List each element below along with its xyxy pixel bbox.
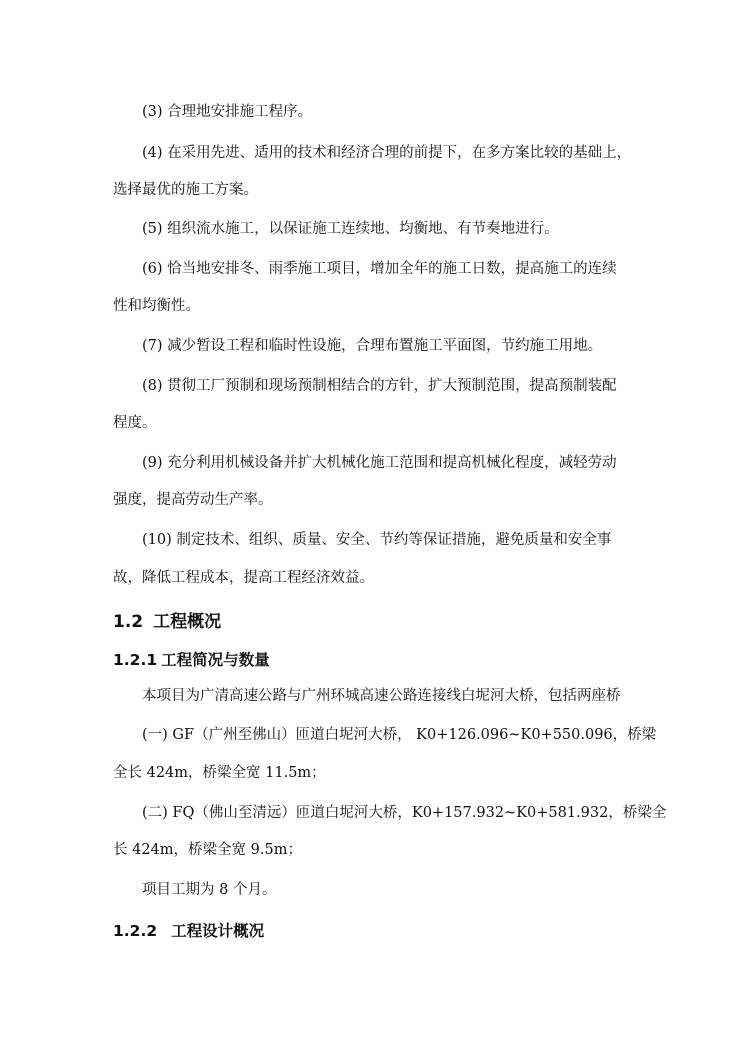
list-item-5: (5) 组织流水施工，以保证施工连续地、均衡地、有节奏地进行。 (142, 221, 559, 237)
list-item-9-line-2: 强度，提高劳动生产率。 (113, 492, 273, 508)
bridge-1-line-1: (一) GF（广州至佛山）匝道白坭河大桥， K0+126.096~K0+550.096，桥梁 (142, 727, 657, 743)
list-item-8-line-2: 程度。 (113, 415, 157, 431)
section-heading-1-2-2 (113, 919, 264, 941)
section-number: 1.2 (113, 612, 144, 632)
project-intro: 本项目为广清高速公路与广州环城高速公路连接线白坭河大桥，包括两座桥 (142, 688, 621, 704)
section-title: 工程概况 (153, 612, 222, 632)
bridge-1-line-2: 全长 424m，桥梁全宽 11.5m； (113, 765, 326, 781)
section-heading-1-2-1 (113, 648, 270, 670)
section-title: 工程简况与数量 (161, 651, 270, 669)
project-duration: 项目工期为 8 个月。 (142, 882, 277, 898)
list-item-6-line-2: 性和均衡性。 (113, 298, 200, 314)
list-item-4-line-2: 选择最优的施工方案。 (113, 182, 258, 198)
list-item-8-line-1: (8) 贯彻工厂预制和现场预制相结合的方针，扩大预制范围，提高预制装配 (142, 378, 617, 394)
list-item-9-line-1: (9) 充分利用机械设备并扩大机械化施工范围和提高机械化程度，减轻劳动 (142, 455, 617, 471)
list-item-3: (3) 合理地安排施工程序。 (142, 104, 313, 120)
list-item-6-line-1: (6) 恰当地安排冬、雨季施工项目，增加全年的施工日数，提高施工的连续 (142, 261, 617, 277)
section-number: 1.2.1 (113, 651, 158, 669)
section-number: 1.2.2 (113, 922, 158, 940)
list-item-4-line-1: (4) 在采用先进、适用的技术和经济合理的前提下，在多方案比较的基础上， (142, 145, 632, 161)
bridge-2-line-2: 长 424m，桥梁全宽 9.5m； (113, 842, 302, 858)
list-item-7: (7) 减少暂设工程和临时性设施，合理布置施工平面图，节约施工用地。 (142, 338, 603, 354)
section-title: 工程设计概况 (171, 922, 265, 940)
list-item-10-line-1: (10) 制定技术、组织、质量、安全、节约等保证措施，避免质量和安全事 (142, 532, 612, 548)
list-item-10-line-2: 故，降低工程成本，提高工程经济效益。 (113, 570, 374, 586)
bridge-2-line-1: (二) FQ（佛山至清远）匝道白坭河大桥，K0+157.932~K0+581.932，桥梁全 (142, 805, 667, 821)
section-heading-1-2 (113, 607, 221, 632)
